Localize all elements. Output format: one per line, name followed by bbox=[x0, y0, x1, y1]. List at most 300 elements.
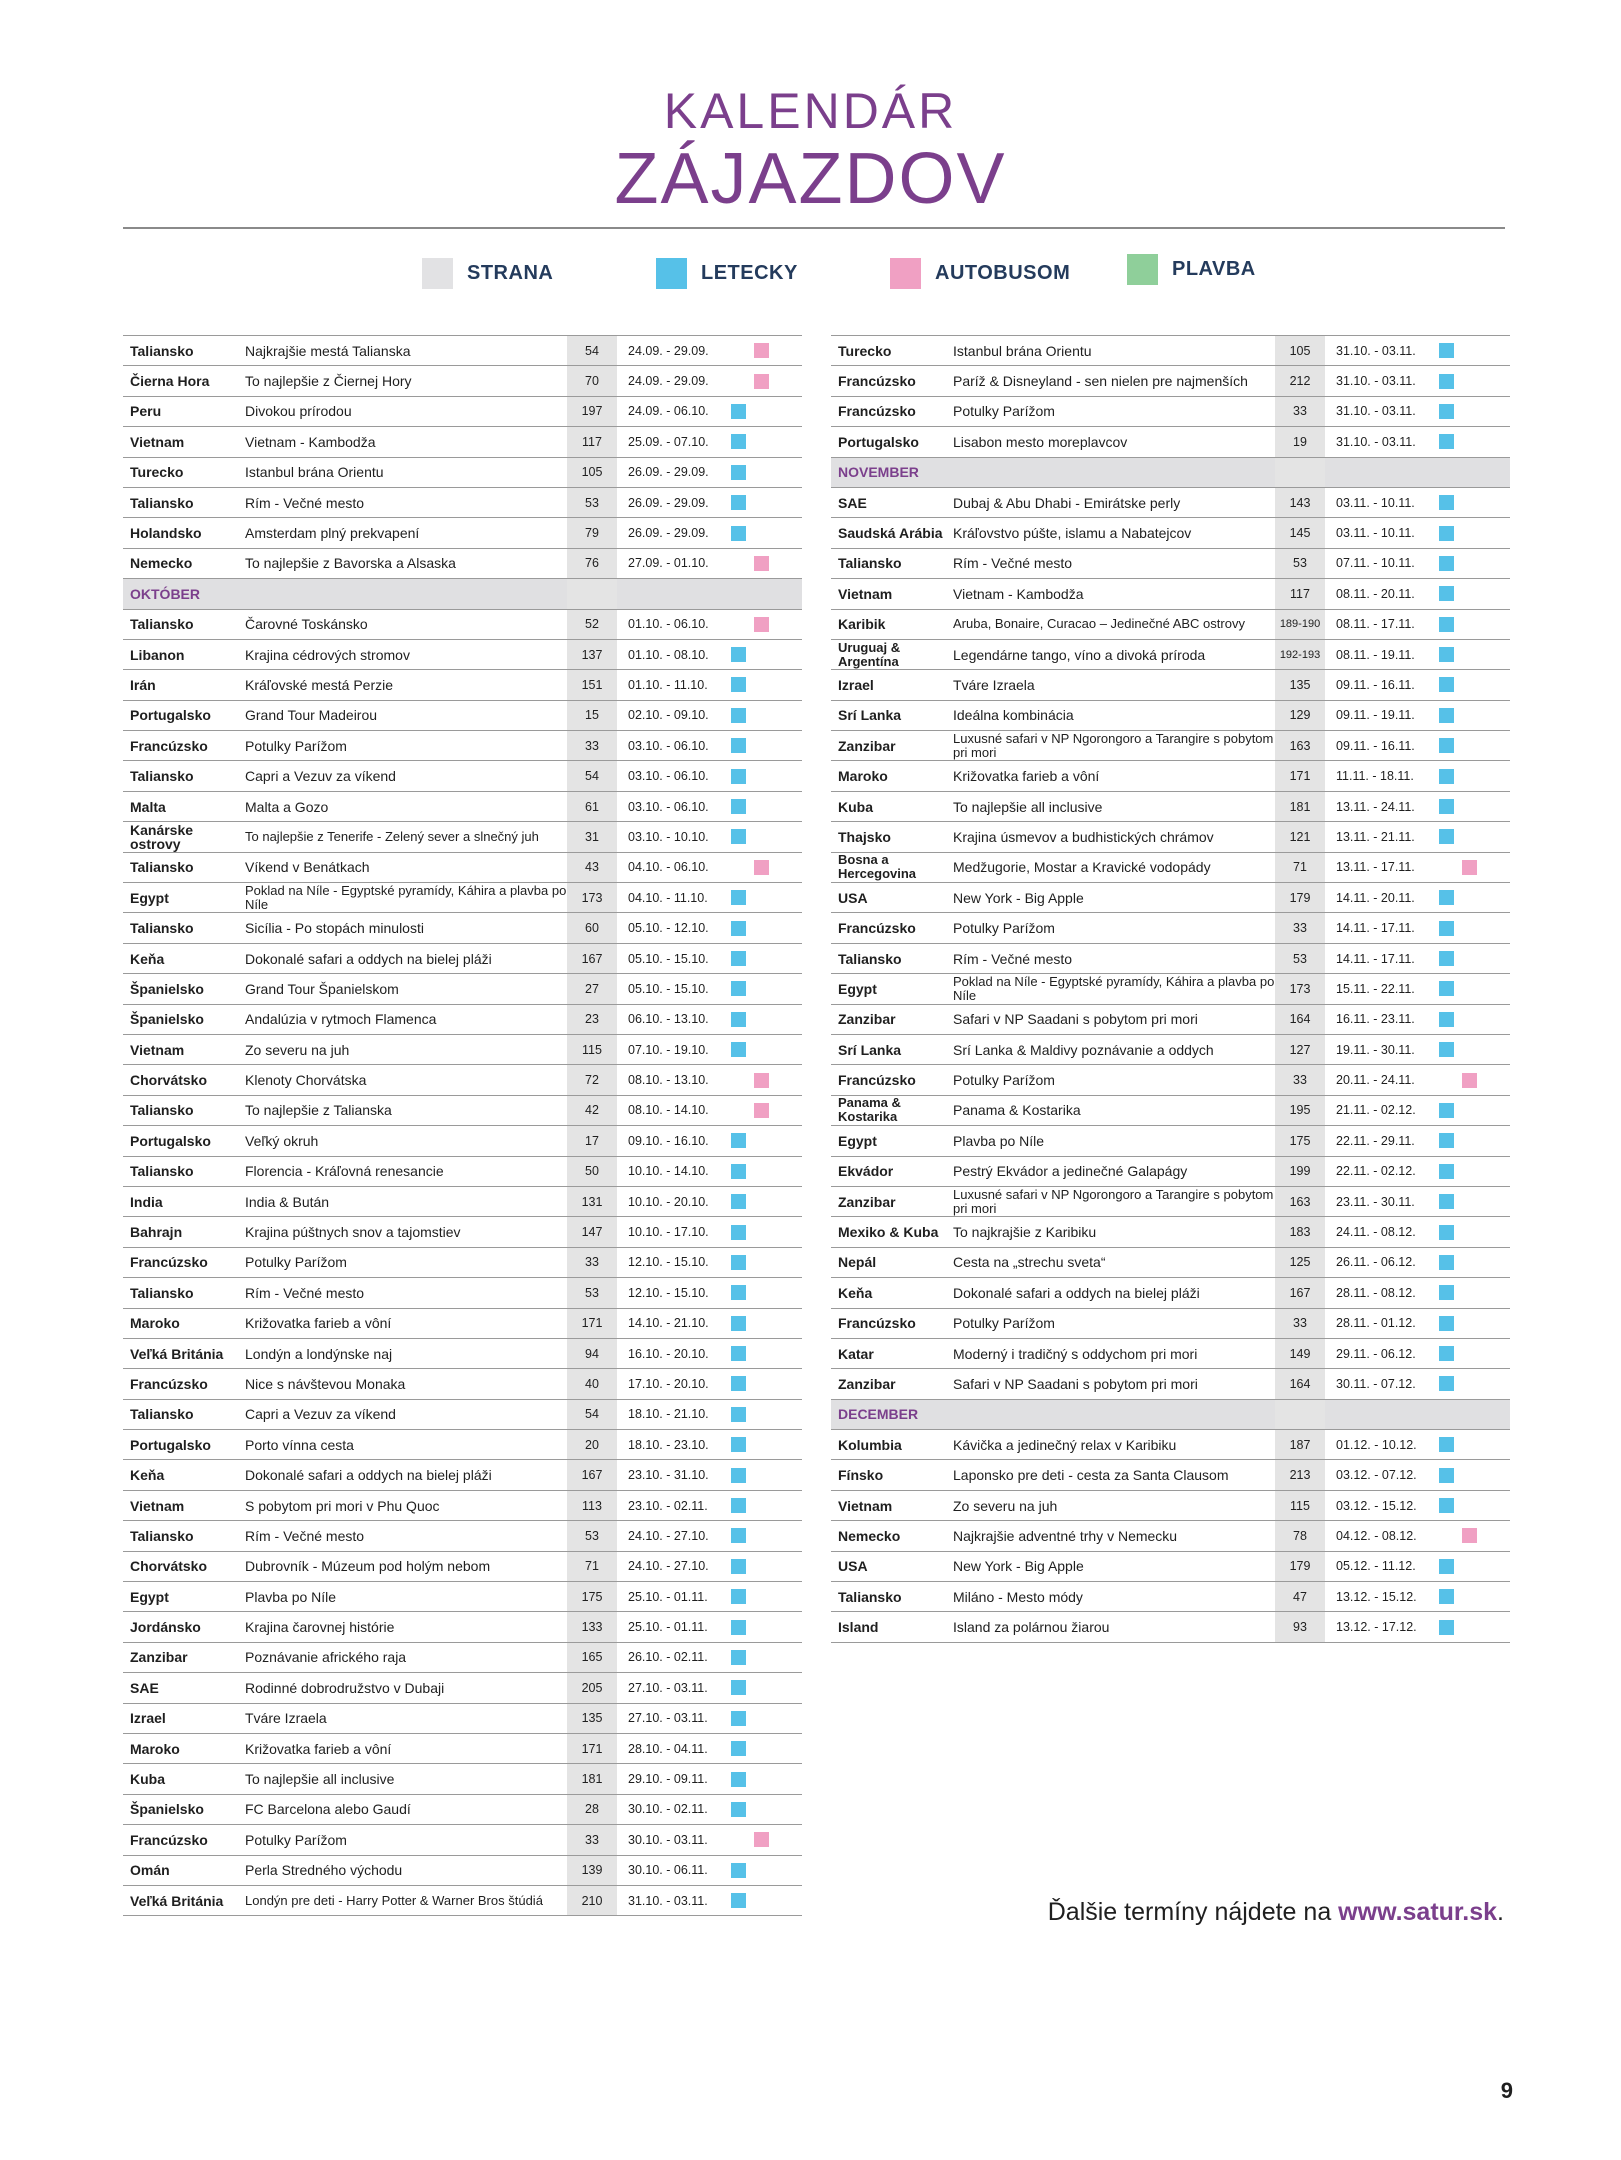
transport-cell bbox=[1436, 1103, 1510, 1118]
transport-cell bbox=[1436, 1042, 1510, 1057]
table-row bbox=[123, 1035, 802, 1065]
air-transport-marker bbox=[1439, 981, 1454, 996]
country-cell: Srí Lanka bbox=[838, 707, 902, 724]
country-cell: Kanárske ostrovy bbox=[130, 821, 194, 852]
tour-name-cell: Potulky Parížom bbox=[953, 403, 1055, 420]
page-cell: 133 bbox=[567, 1612, 617, 1641]
date-cell: 23.10. - 31.10. bbox=[628, 1468, 709, 1483]
table-row bbox=[831, 1248, 1510, 1278]
page-cell: 113 bbox=[567, 1491, 617, 1520]
transport-cell bbox=[1436, 738, 1510, 753]
air-transport-marker bbox=[1439, 556, 1454, 571]
date-cell: 25.09. - 07.10. bbox=[628, 434, 709, 449]
air-transport-marker bbox=[1439, 1468, 1454, 1483]
tour-name-cell: Cesta na „strechu sveta“ bbox=[953, 1254, 1106, 1271]
country-cell: Portugalsko bbox=[130, 707, 211, 724]
table-row bbox=[831, 822, 1510, 852]
table-row bbox=[123, 1704, 802, 1734]
table-row bbox=[123, 822, 802, 852]
air-transport-marker bbox=[1439, 1285, 1454, 1300]
date-cell: 01.12. - 10.12. bbox=[1336, 1437, 1417, 1452]
page-cell: 179 bbox=[1275, 883, 1325, 912]
air-transport-marker bbox=[1439, 343, 1454, 358]
transport-cell bbox=[728, 1042, 802, 1057]
air-transport-marker bbox=[1439, 677, 1454, 692]
tour-name-cell: Divokou prírodou bbox=[245, 403, 352, 420]
country-cell: Ekvádor bbox=[838, 1163, 894, 1180]
table-row bbox=[123, 1582, 802, 1612]
title-divider bbox=[123, 227, 1505, 229]
table-row bbox=[831, 1521, 1510, 1551]
table-row bbox=[123, 1248, 802, 1278]
air-transport-marker bbox=[1439, 1620, 1454, 1635]
page-cell: 53 bbox=[1275, 549, 1325, 578]
tour-name-cell: Potulky Parížom bbox=[245, 737, 347, 754]
page-cell: 15 bbox=[567, 701, 617, 730]
transport-cell bbox=[728, 1376, 802, 1391]
tour-name-cell: Vietnam - Kambodža bbox=[245, 433, 376, 450]
date-cell: 09.11. - 19.11. bbox=[1336, 708, 1415, 723]
transport-cell bbox=[728, 1437, 802, 1452]
transport-cell bbox=[1436, 1133, 1510, 1148]
transport-cell bbox=[728, 617, 802, 632]
transport-cell bbox=[728, 829, 802, 844]
date-cell: 22.11. - 02.12. bbox=[1336, 1164, 1416, 1179]
page-cell: 54 bbox=[567, 761, 617, 790]
transport-cell bbox=[1436, 951, 1510, 966]
tour-name-cell: Potulky Parížom bbox=[953, 1072, 1055, 1089]
transport-cell bbox=[1436, 1285, 1510, 1300]
date-cell: 16.11. - 23.11. bbox=[1336, 1012, 1415, 1027]
table-row bbox=[831, 1278, 1510, 1308]
legend-swatch bbox=[1127, 254, 1158, 285]
country-cell: Turecko bbox=[838, 342, 892, 359]
tour-name-cell: Aruba, Bonaire, Curacao – Jedinečné ABC ostrovy bbox=[953, 616, 1245, 632]
tour-name-cell: Safari v NP Saadani s pobytom pri mori bbox=[953, 1375, 1198, 1392]
table-row bbox=[831, 1126, 1510, 1156]
country-cell: Bahrajn bbox=[130, 1224, 183, 1241]
tour-name-cell: Dokonalé safari a oddych na bielej pláži bbox=[245, 950, 492, 967]
air-transport-marker bbox=[731, 1316, 746, 1331]
country-cell: Francúzsko bbox=[838, 1072, 916, 1089]
table-row bbox=[123, 458, 802, 488]
tour-name-cell: Paríž & Disneyland - sen nielen pre najmenších bbox=[953, 373, 1248, 390]
transport-cell bbox=[728, 1133, 802, 1148]
legend-swatch bbox=[656, 258, 687, 289]
table-row bbox=[831, 853, 1510, 883]
transport-cell bbox=[1436, 526, 1510, 541]
air-transport-marker bbox=[731, 647, 746, 662]
country-cell: Francúzsko bbox=[130, 1831, 208, 1848]
page-cell: 17 bbox=[567, 1126, 617, 1155]
transport-cell bbox=[728, 1802, 802, 1817]
table-row bbox=[123, 701, 802, 731]
legend-label: PLAVBA bbox=[1172, 257, 1256, 280]
air-transport-marker bbox=[1439, 617, 1454, 632]
date-cell: 22.11. - 29.11. bbox=[1336, 1133, 1415, 1148]
country-cell: Fínsko bbox=[838, 1467, 884, 1484]
table-row bbox=[831, 944, 1510, 974]
air-transport-marker bbox=[731, 1559, 746, 1574]
tour-name-cell: Poznávanie afrického raja bbox=[245, 1649, 407, 1666]
transport-cell bbox=[728, 1468, 802, 1483]
table-row bbox=[123, 853, 802, 883]
bus-transport-marker bbox=[1462, 1073, 1477, 1088]
date-cell: 30.10. - 02.11. bbox=[628, 1802, 708, 1817]
transport-cell bbox=[728, 1832, 802, 1847]
date-cell: 05.10. - 15.10. bbox=[628, 951, 709, 966]
table-row bbox=[831, 397, 1510, 427]
page-cell: 54 bbox=[567, 1400, 617, 1429]
air-transport-marker bbox=[731, 1164, 746, 1179]
air-transport-marker bbox=[1439, 434, 1454, 449]
date-cell: 23.10. - 02.11. bbox=[628, 1498, 708, 1513]
footer-text: Ďalšie termíny nájdete na bbox=[1047, 1898, 1339, 1926]
table-row bbox=[123, 1856, 802, 1886]
page-cell: 117 bbox=[567, 427, 617, 456]
air-transport-marker bbox=[731, 1589, 746, 1604]
country-cell: Taliansko bbox=[130, 1102, 194, 1119]
transport-cell bbox=[1436, 1316, 1510, 1331]
air-transport-marker bbox=[1439, 738, 1454, 753]
page-cell: 164 bbox=[1275, 1369, 1325, 1398]
table-row bbox=[123, 1460, 802, 1490]
date-cell: 13.12. - 17.12. bbox=[1336, 1620, 1417, 1635]
country-cell: Taliansko bbox=[838, 950, 902, 967]
legend-autobusom bbox=[890, 258, 1070, 288]
page-cell: 105 bbox=[567, 458, 617, 487]
date-cell: 08.11. - 19.11. bbox=[1336, 647, 1415, 662]
tour-name-cell: Malta a Gozo bbox=[245, 798, 329, 815]
table-row bbox=[123, 488, 802, 518]
country-cell: Katar bbox=[838, 1345, 874, 1362]
air-transport-marker bbox=[1439, 1133, 1454, 1148]
page-cell: 167 bbox=[1275, 1278, 1325, 1307]
tour-name-cell: Veľký okruh bbox=[245, 1132, 319, 1149]
transport-cell bbox=[728, 860, 802, 875]
date-cell: 02.10. - 09.10. bbox=[628, 708, 709, 723]
country-cell: Izrael bbox=[130, 1710, 166, 1727]
date-cell: 24.11. - 08.12. bbox=[1336, 1225, 1416, 1240]
date-cell: 20.11. - 24.11. bbox=[1336, 1073, 1415, 1088]
page-cell: 94 bbox=[567, 1339, 617, 1368]
transport-cell bbox=[728, 1407, 802, 1422]
page-cell: 70 bbox=[567, 366, 617, 395]
page-cell: 76 bbox=[567, 549, 617, 578]
footer-link[interactable]: www.satur.sk bbox=[1338, 1898, 1498, 1926]
date-cell: 08.10. - 14.10. bbox=[628, 1103, 709, 1118]
transport-cell bbox=[728, 1680, 802, 1695]
page-cell: 33 bbox=[567, 1825, 617, 1854]
air-transport-marker bbox=[731, 1012, 746, 1027]
air-transport-marker bbox=[731, 951, 746, 966]
air-transport-marker bbox=[1439, 526, 1454, 541]
table-row bbox=[123, 974, 802, 1004]
page-cell: 115 bbox=[1275, 1491, 1325, 1520]
country-cell: Omán bbox=[130, 1862, 170, 1879]
table-row bbox=[123, 1187, 802, 1217]
date-cell: 07.10. - 19.10. bbox=[628, 1042, 709, 1057]
transport-cell bbox=[1436, 708, 1510, 723]
air-transport-marker bbox=[1439, 1316, 1454, 1331]
country-cell: Francúzsko bbox=[838, 403, 916, 420]
page-cell: 20 bbox=[567, 1430, 617, 1459]
page-cell: 163 bbox=[1275, 1187, 1325, 1216]
air-transport-marker bbox=[731, 1376, 746, 1391]
tour-name-cell: Poklad na Níle - Egyptské pyramídy, Káhira a plavba po Níle bbox=[953, 973, 1275, 1003]
transport-cell bbox=[728, 921, 802, 936]
country-cell: Keňa bbox=[130, 950, 165, 967]
bus-transport-marker bbox=[754, 1103, 769, 1118]
table-row bbox=[123, 1065, 802, 1095]
tour-name-cell: Rím - Večné mesto bbox=[953, 555, 1073, 572]
air-transport-marker bbox=[1439, 1194, 1454, 1209]
tour-name-cell: India & Bután bbox=[245, 1193, 330, 1210]
table-row bbox=[831, 640, 1510, 670]
page-cell: 33 bbox=[1275, 397, 1325, 426]
date-cell: 18.10. - 23.10. bbox=[628, 1437, 709, 1452]
page-cell: 31 bbox=[567, 822, 617, 851]
table-row bbox=[831, 1309, 1510, 1339]
tour-name-cell: Porto vínna cesta bbox=[245, 1436, 354, 1453]
tour-name-cell: Londýn pre deti - Harry Potter & Warner Bros štúdiá bbox=[245, 1892, 543, 1908]
country-cell: Saudská Arábia bbox=[838, 525, 943, 542]
date-cell: 28.11. - 08.12. bbox=[1336, 1285, 1416, 1300]
date-cell: 08.11. - 20.11. bbox=[1336, 586, 1415, 601]
country-cell: Taliansko bbox=[130, 342, 194, 359]
tour-name-cell: Víkend v Benátkach bbox=[245, 859, 370, 876]
country-cell: Turecko bbox=[130, 464, 184, 481]
page-cell: 117 bbox=[1275, 579, 1325, 608]
transport-cell bbox=[728, 1863, 802, 1878]
tour-name-cell: Plavba po Níle bbox=[953, 1132, 1045, 1149]
date-cell: 31.10. - 03.11. bbox=[1336, 434, 1416, 449]
transport-cell bbox=[728, 1012, 802, 1027]
date-cell: 13.12. - 15.12. bbox=[1336, 1589, 1417, 1604]
country-cell: Francúzsko bbox=[838, 373, 916, 390]
table-row bbox=[831, 427, 1510, 457]
transport-cell bbox=[728, 1589, 802, 1604]
tour-name-cell: Capri a Vezuv za víkend bbox=[245, 1406, 396, 1423]
page-cell: 149 bbox=[1275, 1339, 1325, 1368]
country-cell: Francúzsko bbox=[130, 1375, 208, 1392]
tour-name-cell: Potulky Parížom bbox=[245, 1831, 347, 1848]
country-cell: Taliansko bbox=[130, 920, 194, 937]
table-row bbox=[831, 1491, 1510, 1521]
transport-cell bbox=[728, 1073, 802, 1088]
date-cell: 30.10. - 03.11. bbox=[628, 1832, 708, 1847]
table-row bbox=[123, 883, 802, 913]
transport-cell bbox=[728, 526, 802, 541]
air-transport-marker bbox=[731, 1225, 746, 1240]
tour-name-cell: Florencia - Kráľovná renesancie bbox=[245, 1163, 444, 1180]
air-transport-marker bbox=[1439, 890, 1454, 905]
tour-name-cell: Moderný i tradičný s oddychom pri mori bbox=[953, 1345, 1198, 1362]
transport-cell bbox=[1436, 617, 1510, 632]
page-cell: 40 bbox=[567, 1369, 617, 1398]
air-transport-marker bbox=[1439, 586, 1454, 601]
page-cell: 139 bbox=[567, 1856, 617, 1885]
page-cell: 47 bbox=[1275, 1582, 1325, 1611]
month-label: OKTÓBER bbox=[130, 585, 200, 602]
table-row bbox=[831, 792, 1510, 822]
tour-name-cell: Legendárne tango, víno a divoká príroda bbox=[953, 646, 1206, 663]
date-cell: 04.10. - 06.10. bbox=[628, 860, 709, 875]
page-cell: 171 bbox=[567, 1734, 617, 1763]
air-transport-marker bbox=[731, 1802, 746, 1817]
transport-cell bbox=[728, 769, 802, 784]
page-cell: 167 bbox=[567, 944, 617, 973]
date-cell: 31.10. - 03.11. bbox=[1336, 404, 1416, 419]
tour-name-cell: Rodinné dobrodružstvo v Dubaji bbox=[245, 1679, 445, 1696]
air-transport-marker bbox=[731, 1437, 746, 1452]
tour-name-cell: Grand Tour Madeirou bbox=[245, 707, 378, 724]
transport-cell bbox=[728, 1225, 802, 1240]
tour-name-cell: Plavba po Níle bbox=[245, 1588, 337, 1605]
country-cell: Španielsko bbox=[130, 1011, 204, 1028]
date-cell: 18.10. - 21.10. bbox=[628, 1407, 709, 1422]
country-cell: Zanzibar bbox=[838, 1011, 896, 1028]
tour-name-cell: Istanbul brána Orientu bbox=[953, 342, 1092, 359]
tour-name-cell: Luxusné safari v NP Ngorongoro a Tarangire s pobytom pri mori bbox=[953, 1186, 1274, 1216]
air-transport-marker bbox=[731, 1741, 746, 1756]
table-row bbox=[831, 1065, 1510, 1095]
transport-cell bbox=[728, 1559, 802, 1574]
tour-name-cell: Lisabon mesto moreplavcov bbox=[953, 433, 1128, 450]
page-cell: 171 bbox=[567, 1309, 617, 1338]
tour-name-cell: Vietnam - Kambodža bbox=[953, 585, 1084, 602]
page-cell: 135 bbox=[1275, 670, 1325, 699]
tour-name-cell: Krajina púštnych snov a tajomstiev bbox=[245, 1224, 461, 1241]
transport-cell bbox=[1436, 1498, 1510, 1513]
page-cell: 171 bbox=[1275, 761, 1325, 790]
transport-cell bbox=[728, 343, 802, 358]
page-cell bbox=[1275, 1400, 1325, 1429]
footer-note bbox=[1048, 1898, 1504, 1927]
transport-cell bbox=[1436, 343, 1510, 358]
date-cell: 10.10. - 20.10. bbox=[628, 1194, 709, 1209]
date-cell: 25.10. - 01.11. bbox=[628, 1589, 708, 1604]
tour-name-cell: Najkrajšie mestá Talianska bbox=[245, 342, 411, 359]
country-cell: Francúzsko bbox=[838, 920, 916, 937]
date-cell: 28.10. - 04.11. bbox=[628, 1741, 708, 1756]
page-cell: 27 bbox=[567, 974, 617, 1003]
tour-name-cell: FC Barcelona alebo Gaudí bbox=[245, 1801, 411, 1818]
legend-swatch bbox=[890, 258, 921, 289]
tour-name-cell: Luxusné safari v NP Ngorongoro a Tarangire s pobytom pri mori bbox=[953, 730, 1274, 760]
air-transport-marker bbox=[731, 1620, 746, 1635]
table-row bbox=[123, 1643, 802, 1673]
page-cell: 19 bbox=[1275, 427, 1325, 456]
date-cell: 26.10. - 02.11. bbox=[628, 1650, 708, 1665]
table-row bbox=[831, 1096, 1510, 1126]
bus-transport-marker bbox=[754, 1073, 769, 1088]
air-transport-marker bbox=[1439, 1164, 1454, 1179]
page-cell: 131 bbox=[567, 1187, 617, 1216]
air-transport-marker bbox=[731, 1772, 746, 1787]
legend-swatch bbox=[422, 258, 453, 289]
table-row bbox=[831, 913, 1510, 943]
transport-cell bbox=[1436, 1376, 1510, 1391]
tour-name-cell: Dubaj & Abu Dhabi - Emirátske perly bbox=[953, 494, 1181, 511]
month-header bbox=[123, 579, 802, 609]
transport-cell bbox=[728, 434, 802, 449]
transport-cell bbox=[1436, 1468, 1510, 1483]
country-cell: Taliansko bbox=[130, 1406, 194, 1423]
date-cell: 05.10. - 15.10. bbox=[628, 981, 709, 996]
page-cell: 195 bbox=[1275, 1096, 1325, 1125]
country-cell: Nemecko bbox=[838, 1527, 901, 1544]
transport-cell bbox=[1436, 434, 1510, 449]
tour-name-cell: To najkrajšie z Karibiku bbox=[953, 1224, 1097, 1241]
page-cell: 147 bbox=[567, 1217, 617, 1246]
date-cell: 12.10. - 15.10. bbox=[628, 1255, 709, 1270]
page-cell: 54 bbox=[567, 336, 617, 365]
transport-cell bbox=[1436, 1589, 1510, 1604]
country-cell: Taliansko bbox=[130, 616, 194, 633]
air-transport-marker bbox=[731, 921, 746, 936]
air-transport-marker bbox=[1439, 1225, 1454, 1240]
schedule-table-left bbox=[123, 335, 802, 1916]
page-cell: 125 bbox=[1275, 1248, 1325, 1277]
date-cell: 04.12. - 08.12. bbox=[1336, 1528, 1417, 1543]
legend-plavba bbox=[1127, 254, 1256, 284]
country-cell: Keňa bbox=[130, 1467, 165, 1484]
country-cell: USA bbox=[838, 1558, 868, 1575]
country-cell: Nemecko bbox=[130, 555, 193, 572]
tour-name-cell: New York - Big Apple bbox=[953, 1558, 1084, 1575]
tour-name-cell: Kávička a jedinečný relax v Karibiku bbox=[953, 1436, 1177, 1453]
page-cell: 205 bbox=[567, 1673, 617, 1702]
date-cell: 13.11. - 21.11. bbox=[1336, 829, 1415, 844]
table-row bbox=[831, 549, 1510, 579]
air-transport-marker bbox=[731, 1194, 746, 1209]
table-row bbox=[123, 1005, 802, 1035]
country-cell: Chorvátsko bbox=[130, 1558, 208, 1575]
date-cell: 13.11. - 17.11. bbox=[1336, 860, 1415, 875]
transport-cell bbox=[728, 708, 802, 723]
table-row bbox=[123, 792, 802, 822]
month-header bbox=[831, 1400, 1510, 1430]
transport-cell bbox=[1436, 586, 1510, 601]
tour-name-cell: Potulky Parížom bbox=[953, 920, 1055, 937]
tour-name-cell: Križovatka farieb a vôní bbox=[953, 768, 1100, 785]
country-cell: Taliansko bbox=[838, 1588, 902, 1605]
tour-name-cell: Križovatka farieb a vôní bbox=[245, 1315, 392, 1332]
bus-transport-marker bbox=[754, 617, 769, 632]
page-cell: 43 bbox=[567, 853, 617, 882]
table-row bbox=[123, 336, 802, 366]
country-cell: Taliansko bbox=[130, 768, 194, 785]
month-label: NOVEMBER bbox=[838, 464, 919, 481]
air-transport-marker bbox=[1439, 921, 1454, 936]
tour-name-cell: Krajina úsmevov a budhistických chrámov bbox=[953, 828, 1214, 845]
transport-cell bbox=[728, 465, 802, 480]
date-cell: 27.10. - 03.11. bbox=[628, 1680, 708, 1695]
air-transport-marker bbox=[1439, 1498, 1454, 1513]
country-cell: Bosna a Hercegovina bbox=[838, 852, 917, 882]
table-row bbox=[123, 1795, 802, 1825]
tour-name-cell: Krajina cédrových stromov bbox=[245, 646, 410, 663]
page-cell: 164 bbox=[1275, 1005, 1325, 1034]
table-row bbox=[831, 1157, 1510, 1187]
table-row bbox=[123, 944, 802, 974]
table-row bbox=[831, 518, 1510, 548]
air-transport-marker bbox=[731, 1133, 746, 1148]
table-row bbox=[831, 579, 1510, 609]
table-row bbox=[831, 1217, 1510, 1247]
date-cell: 11.11. - 18.11. bbox=[1336, 769, 1414, 784]
